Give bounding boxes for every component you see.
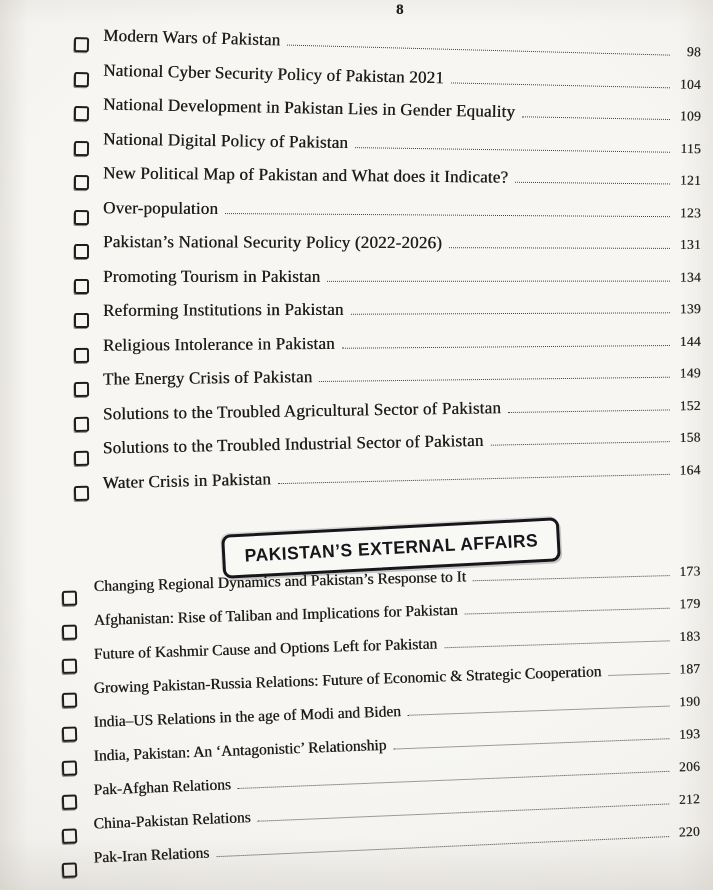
toc-entry-page-number: 158 [679, 429, 701, 445]
toc-entry-page-number: 144 [679, 333, 701, 349]
toc-entry-title: Solutions to the Troubled Industrial Sector of Pakistan [102, 430, 484, 458]
toc-entry-title: Future of Kashmir Cause and Options Left for Pakistan [93, 635, 438, 664]
toc-entry-title: Modern Wars of Pakistan [102, 25, 281, 50]
toc-entry-page-number: 173 [679, 563, 701, 579]
dotted-leader [444, 637, 669, 648]
dotted-leader [408, 703, 670, 716]
toc-entry-page-number: 121 [679, 172, 702, 188]
toc-entry-page-number: 149 [679, 365, 701, 381]
toc-entry-page-number: 179 [679, 595, 701, 612]
checkbox-bullet-icon [62, 692, 77, 707]
toc-entry-page-number: 104 [679, 76, 702, 92]
toc-entry-title: National Digital Policy of Pakistan [102, 128, 349, 152]
dotted-leader [327, 277, 670, 281]
dotted-leader [465, 605, 670, 615]
toc-entry-page-number: 206 [678, 758, 701, 775]
dotted-leader [451, 79, 670, 88]
toc-entry-title: Pak-Iran Relations [93, 844, 210, 867]
toc-entry-page-number: 152 [679, 397, 701, 413]
checkbox-bullet-icon [74, 209, 89, 224]
toc-entry-title: Pak-Afghan Relations [93, 776, 232, 799]
toc-entry-title: National Development in Pakistan Lies in Gender Equality [102, 94, 516, 122]
toc-entry-title: Growing Pakistan-Russia Relations: Future of Economic & Strategic Cooperation [93, 663, 602, 697]
toc-entry-title: New Political Map of Pakistan and What does it Indicate? [102, 163, 509, 187]
checkbox-bullet-icon [62, 590, 77, 605]
dotted-leader [287, 42, 670, 56]
toc-entry-title: Reforming Institutions in Pakistan [102, 299, 344, 320]
toc-entry-row [74, 233, 701, 269]
toc-entry-title: The Energy Crisis of Pakistan [102, 367, 313, 389]
toc-entry-page-number: 98 [686, 44, 702, 60]
toc-entry-title: Pakistan’s National Security Policy (2022-2026) [102, 232, 443, 253]
toc-entry-title: Changing Regional Dynamics and Pakistan’s Response to It [93, 568, 467, 596]
checkbox-bullet-icon [74, 450, 89, 465]
toc-entry-page-number: 190 [678, 693, 701, 710]
checkbox-bullet-icon [74, 106, 89, 121]
dotted-leader [278, 470, 670, 483]
checkbox-bullet-icon [62, 862, 78, 878]
toc-entry-page-number: 164 [679, 461, 701, 478]
toc-entry-page-number: 134 [679, 269, 701, 285]
toc-entry-row [74, 299, 701, 336]
toc-entry-title: India–US Relations in the age of Modi and Biden [93, 703, 402, 731]
toc-entry-page-number: 187 [678, 660, 701, 677]
dotted-leader [319, 374, 670, 382]
toc-list-external-affairs [0, 563, 713, 886]
checkbox-bullet-icon [74, 313, 89, 328]
toc-entry-title: Religious Intolerance in Pakistan [102, 333, 335, 355]
checkbox-bullet-icon [74, 382, 89, 397]
dotted-leader [355, 144, 670, 153]
dotted-leader [351, 309, 670, 314]
checkbox-bullet-icon [74, 37, 89, 52]
checkbox-bullet-icon [62, 794, 78, 810]
checkbox-bullet-icon [74, 244, 89, 259]
toc-entry-title: Promoting Tourism in Pakistan [102, 266, 321, 286]
dotted-leader [473, 572, 670, 581]
toc-entry-title: Solutions to the Troubled Agricultural Sector of Pakistan [102, 397, 502, 424]
toc-entry-page-number: 183 [679, 628, 701, 645]
dotted-leader [515, 179, 670, 185]
checkbox-bullet-icon [74, 71, 89, 86]
checkbox-bullet-icon [62, 828, 78, 844]
checkbox-bullet-icon [74, 347, 89, 362]
checkbox-bullet-icon [74, 175, 89, 190]
checkbox-bullet-icon [74, 416, 89, 431]
toc-entry-row [74, 267, 701, 302]
toc-list-domestic [0, 26, 713, 509]
dotted-leader [491, 438, 670, 446]
dotted-leader [342, 342, 670, 349]
checkbox-bullet-icon [62, 658, 77, 673]
toc-entry-title: India, Pakistan: An ‘Antagonistic’ Relationship [93, 736, 387, 765]
toc-entry-title: China-Pakistan Relations [93, 809, 251, 833]
dotted-leader [522, 113, 670, 120]
toc-entry-title: Water Crisis in Pakistan [102, 468, 272, 492]
toc-entry-page-number: 115 [680, 140, 702, 156]
dotted-leader [449, 244, 670, 249]
toc-entry-page-number: 109 [679, 108, 702, 124]
toc-entry-page-number: 123 [679, 204, 702, 220]
toc-entry-page-number: 220 [678, 823, 701, 840]
section-heading-text: PAKISTAN’S EXTERNAL AFFAIRS [243, 529, 539, 566]
toc-entry-title: National Cyber Security Policy of Pakistan 2021 [102, 60, 445, 87]
checkbox-bullet-icon [62, 624, 77, 639]
dotted-leader [608, 670, 669, 676]
checkbox-bullet-icon [62, 726, 78, 742]
toc-entry-page-number: 131 [679, 236, 702, 252]
toc-entry-page-number: 139 [679, 301, 701, 317]
dotted-leader [508, 406, 670, 413]
page-number: 8 [396, 2, 404, 18]
toc-entry-title: Afghanistan: Rise of Taliban and Implications for Pakistan [93, 601, 458, 630]
checkbox-bullet-icon [74, 278, 89, 293]
toc-entry-page-number: 193 [678, 726, 701, 742]
checkbox-bullet-icon [74, 140, 89, 155]
toc-entry-title: Over-population [102, 197, 219, 218]
dotted-leader [225, 210, 670, 217]
checkbox-bullet-icon [62, 760, 78, 776]
checkbox-bullet-icon [74, 485, 89, 500]
toc-entry-page-number: 212 [678, 791, 701, 808]
dotted-leader [393, 735, 669, 749]
